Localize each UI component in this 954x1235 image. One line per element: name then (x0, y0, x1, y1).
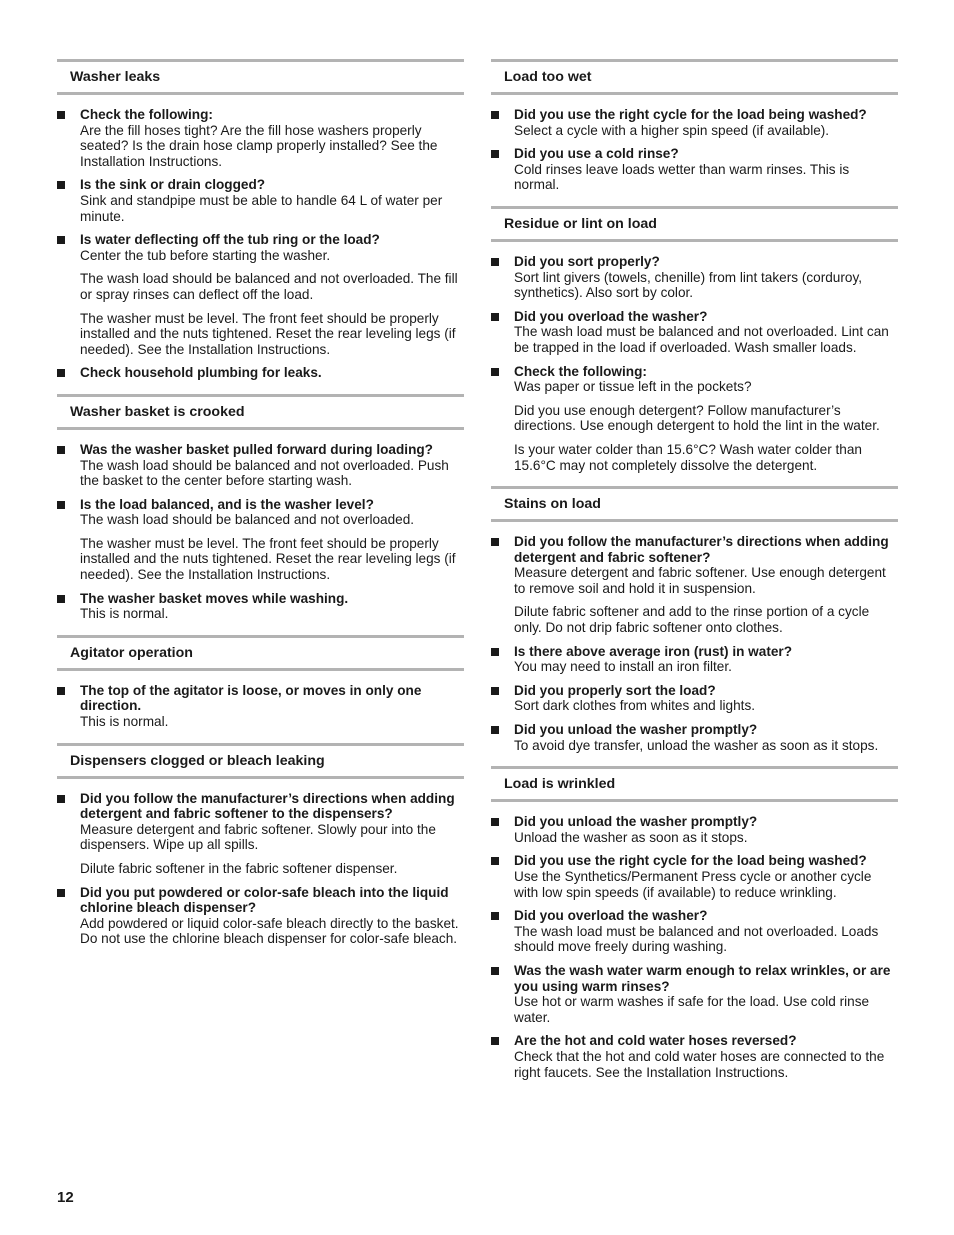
item-question: Did you overload the washer? (514, 908, 708, 924)
section-heading: Dispensers clogged or bleach leaking (57, 743, 464, 779)
item-answer: The wash load should be balanced and not overloaded. (80, 512, 415, 528)
item-question: Did you follow the manufacturer’s directions when adding detergent and fabric softener to the dispensers? (80, 790, 455, 822)
square-bullet-icon (491, 258, 499, 266)
troubleshooting-item (491, 644, 898, 675)
section-load-is-wrinkled (491, 766, 898, 1080)
troubleshooting-item (57, 885, 464, 947)
troubleshooting-item (57, 683, 464, 730)
square-bullet-icon (491, 1037, 499, 1045)
item-question: Did you unload the washer promptly? (514, 814, 758, 830)
square-bullet-icon (57, 501, 65, 509)
troubleshooting-item (491, 722, 898, 753)
item-question: Are the hot and cold water hoses reversed? (514, 1033, 797, 1049)
square-bullet-icon (57, 687, 65, 695)
square-bullet-icon (491, 313, 499, 321)
item-answer: Add powdered or liquid color-safe bleach directly to the basket. Do not use the chlorine bleach dispenser for color-safe bleach. (80, 915, 459, 947)
troubleshooting-item (491, 683, 898, 714)
item-question: Was the wash water warm enough to relax wrinkles, or are you using warm rinses? (514, 962, 891, 994)
item-answer: Sort dark clothes from whites and lights. (514, 698, 756, 714)
section-heading: Agitator operation (57, 635, 464, 671)
item-question: Did you use the right cycle for the load being washed? (514, 853, 867, 869)
item-answer: To avoid dye transfer, unload the washer as soon as it stops. (514, 737, 879, 753)
square-bullet-icon (57, 595, 65, 603)
troubleshooting-item (57, 591, 464, 622)
item-note: Dilute fabric softener in the fabric softener dispenser. (80, 861, 398, 876)
item-question: Is the load balanced, and is the washer level? (80, 496, 374, 512)
troubleshooting-item (57, 232, 464, 357)
square-bullet-icon (491, 150, 499, 158)
item-answer: The wash load must be balanced and not overloaded. Loads should move freely during washing. (514, 923, 879, 955)
square-bullet-icon (491, 912, 499, 920)
troubleshooting-item (57, 365, 464, 381)
item-question: Did you properly sort the load? (514, 682, 716, 698)
item-answer: Check that the hot and cold water hoses are connected to the right faucets. See the Installation Instructions. (514, 1048, 885, 1080)
item-note: The wash load should be balanced and not overloaded. The fill or spray rinses can deflect off the load. (80, 271, 458, 302)
item-note: Is your water colder than 15.6°C? Wash water colder than 15.6°C may not completely dissolve the detergent. (514, 441, 862, 473)
item-answer: Center the tub before starting the washer. (80, 247, 331, 263)
troubleshooting-item (491, 853, 898, 900)
square-bullet-icon (491, 857, 499, 865)
item-question: Check the following: (514, 363, 647, 379)
item-answer: This is normal. (80, 606, 169, 622)
section-heading: Washer basket is crooked (57, 394, 464, 430)
item-question: The washer basket moves while washing. (80, 590, 349, 606)
troubleshooting-item (491, 534, 898, 636)
item-answer: Sort lint givers (towels, chenille) from lint takers (corduroy, synthetics). Also sort by color. (514, 269, 863, 301)
square-bullet-icon (491, 967, 499, 975)
item-question: Is water deflecting off the tub ring or the load? (80, 232, 380, 248)
left-column (57, 59, 464, 960)
square-bullet-icon (491, 687, 499, 695)
item-answer: You may need to install an iron filter. (514, 659, 732, 675)
section-load-too-wet (491, 59, 898, 193)
item-answer: The wash load should be balanced and not overloaded. Push the basket to the center before starting wash. (80, 457, 449, 489)
item-question: Did you sort properly? (514, 253, 660, 269)
item-answer: Measure detergent and fabric softener. Use enough detergent to remove soil and hold it in suspension. (514, 565, 886, 596)
item-answer: Was paper or tissue left in the pockets? (514, 379, 752, 395)
troubleshooting-item (491, 309, 898, 356)
troubleshooting-item (491, 146, 898, 193)
item-note: The washer must be level. The front feet should be properly installed and the nuts tightened. Reset the rear leveling legs (if needed). See the Installation Instructions. (80, 535, 456, 583)
item-question: Check the following: (80, 107, 213, 122)
troubleshooting-item (491, 107, 898, 138)
section-heading: Load too wet (491, 59, 898, 95)
square-bullet-icon (57, 369, 65, 377)
item-answer: This is normal. (80, 714, 169, 730)
item-question: Was the washer basket pulled forward during loading? (80, 441, 433, 457)
item-answer: Are the fill hoses tight? Are the fill hose washers properly seated? Is the drain hose clamp properly installed? See the Installation Instructions. (80, 122, 438, 169)
item-question: Did you follow the manufacturer’s directions when adding detergent and fabric softener? (514, 534, 889, 565)
section-washer-basket-is-crooked (57, 394, 464, 622)
section-heading: Washer leaks (57, 59, 464, 95)
item-question: Is the sink or drain clogged? (80, 177, 266, 193)
item-question: Did you use the right cycle for the load being washed? (514, 107, 867, 122)
troubleshooting-item (57, 497, 464, 583)
troubleshooting-item (57, 442, 464, 489)
troubleshooting-item (491, 254, 898, 301)
item-question: Did you unload the washer promptly? (514, 722, 758, 738)
section-heading: Residue or lint on load (491, 206, 898, 242)
section-washer-leaks (57, 59, 464, 381)
right-column (491, 59, 898, 1093)
item-answer: Sink and standpipe must be able to handle 64 L of water per minute. (80, 192, 443, 224)
item-question: Did you use a cold rinse? (514, 146, 679, 162)
item-answer: Use hot or warm washes if safe for the load. Use cold rinse water. (514, 994, 870, 1025)
item-answer: Measure detergent and fabric softener. Slowly pour into the dispensers. Wipe up all spills. (80, 821, 436, 853)
section-agitator-operation (57, 635, 464, 730)
item-question: Check household plumbing for leaks. (80, 365, 322, 381)
square-bullet-icon (491, 538, 499, 546)
item-question: Is there above average iron (rust) in water? (514, 643, 793, 659)
square-bullet-icon (57, 889, 65, 897)
item-question: Did you put powdered or color-safe bleach into the liquid chlorine bleach dispenser? (80, 884, 449, 916)
troubleshooting-item (491, 963, 898, 1025)
square-bullet-icon (57, 181, 65, 189)
item-answer: Cold rinses leave loads wetter than warm rinses. This is normal. (514, 161, 850, 193)
page-number: 12 (57, 1189, 74, 1206)
item-note: Did you use enough detergent? Follow manufacturer’s directions. Use enough detergent to hold the lint in the water. (514, 402, 880, 434)
item-answer: Unload the washer as soon as it stops. (514, 829, 748, 845)
section-dispensers-clogged-or-bleach-leaking (57, 743, 464, 947)
square-bullet-icon (491, 726, 499, 734)
square-bullet-icon (491, 368, 499, 376)
item-answer: The wash load must be balanced and not overloaded. Lint can be trapped in the load if overloaded. Wash smaller loads. (514, 324, 889, 355)
troubleshooting-item (491, 908, 898, 955)
square-bullet-icon (491, 648, 499, 656)
troubleshooting-item (491, 364, 898, 474)
square-bullet-icon (57, 236, 65, 244)
section-residue-or-lint-on-load (491, 206, 898, 473)
section-heading: Stains on load (491, 486, 898, 522)
item-answer: Select a cycle with a higher spin speed (if available). (514, 122, 830, 138)
troubleshooting-item (57, 177, 464, 224)
item-answer: Use the Synthetics/Permanent Press cycle or another cycle with low spin speeds (if available) to reduce wrinkling. (514, 869, 872, 900)
troubleshooting-item (57, 107, 464, 169)
troubleshooting-item (491, 814, 898, 845)
section-heading: Load is wrinkled (491, 766, 898, 802)
item-question: The top of the agitator is loose, or moves in only one direction. (80, 682, 422, 714)
troubleshooting-item (57, 791, 464, 877)
square-bullet-icon (57, 795, 65, 803)
item-note: The washer must be level. The front feet should be properly installed and the nuts tightened. Reset the rear leveling legs (if needed). See the Installation Instructions. (80, 310, 456, 357)
troubleshooting-item (491, 1033, 898, 1080)
item-note: Dilute fabric softener and add to the rinse portion of a cycle only. Do not drip fabric softener onto clothes. (514, 604, 870, 636)
square-bullet-icon (491, 818, 499, 826)
item-question: Did you overload the washer? (514, 308, 708, 324)
section-stains-on-load (491, 486, 898, 753)
square-bullet-icon (57, 111, 65, 119)
square-bullet-icon (491, 111, 499, 119)
square-bullet-icon (57, 446, 65, 454)
